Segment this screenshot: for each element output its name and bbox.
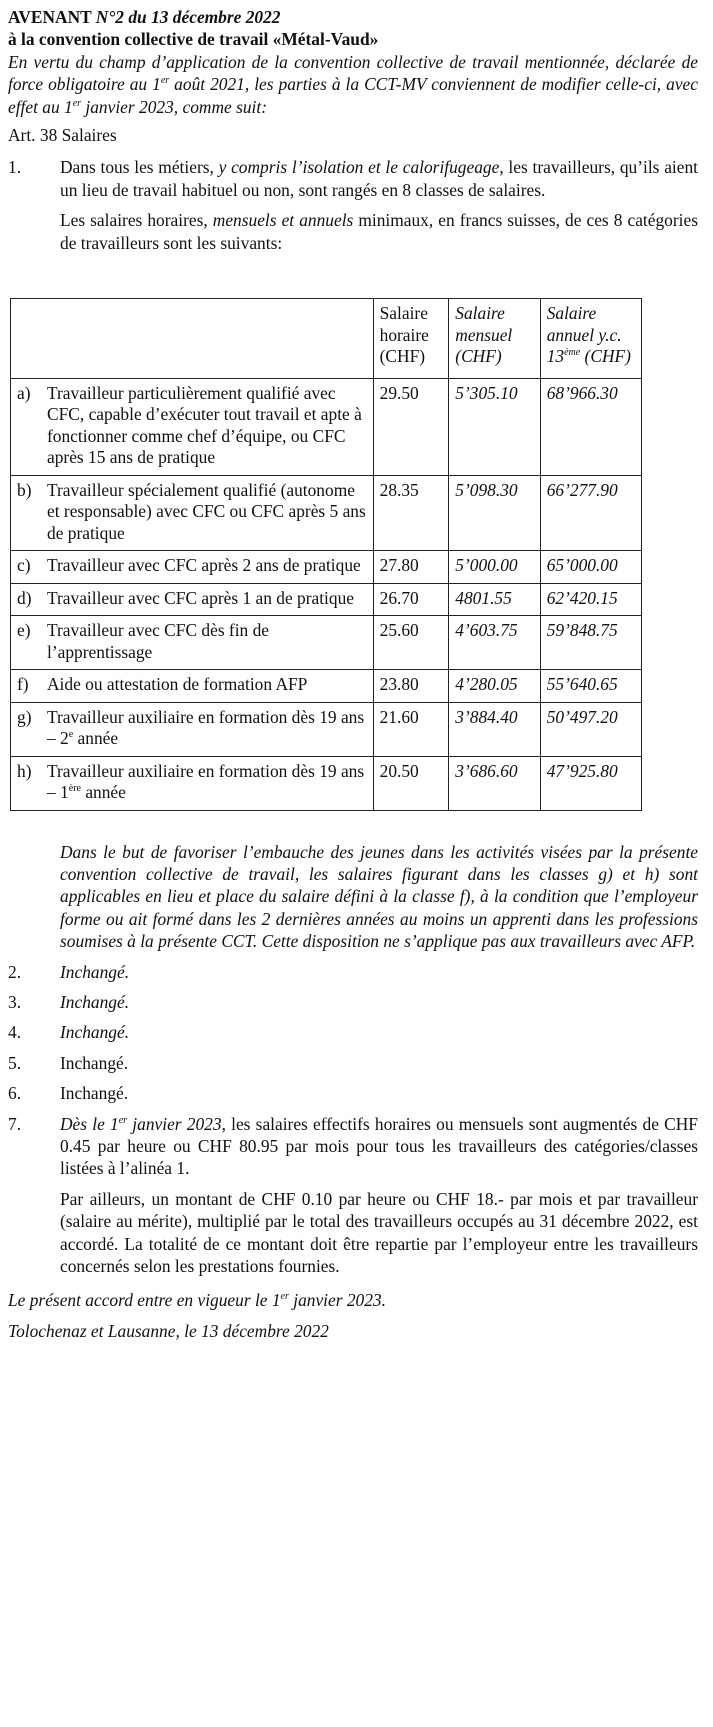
title-date: N°2 du 13 décembre 2022 (95, 7, 281, 27)
list-item-number: 3. (8, 992, 22, 1012)
table-body (11, 378, 642, 810)
list-item-number: 2. (8, 961, 22, 982)
hourly-wage: 26.70 (373, 583, 449, 616)
row-description (47, 555, 367, 577)
row-label-cell (11, 551, 374, 584)
monthly-wage: 4’280.05 (449, 670, 540, 703)
row-label: Travailleur auxiliaire en formation dès 19 ans – 1 (47, 760, 365, 803)
row-key: b) (17, 479, 32, 500)
closing-a: Le présent accord entre en vigueur le 1 (8, 1290, 281, 1311)
item-7-a2: janvier 2023 (127, 1113, 222, 1134)
row-label-cell (11, 616, 374, 670)
row-label: Travailleur particulièrement qualifié avec CFC, capable d’exécuter tout travail et apte à fonctionner comme chef d’équipe, ou CFC après 15 ans de pratique (47, 382, 362, 468)
row-label-cell (11, 475, 374, 551)
item-1-text-b: y compris l’isolation et le calorifugeage (218, 157, 500, 178)
item-7-paragraph-2: Par ailleurs, un montant de CHF 0.10 par heure ou CHF 18.- par mois et par travailleur (salaire au mérite), multiplié par le total des travailleurs occupés au 31 décembre 2022, est accordé. La totalité de ce montant doit être repartie par l’employeur entre les travailleurs concernés selon les prestations fournies. (60, 1188, 698, 1277)
row-description (47, 620, 367, 663)
hourly-wage: 20.50 (373, 756, 449, 810)
row-label: Travailleur avec CFC après 2 ans de pratique (47, 555, 361, 576)
monthly-wage: 5’305.10 (449, 378, 540, 475)
hourly-wage: 25.60 (373, 616, 449, 670)
row-key: g) (17, 706, 32, 727)
hourly-wage: 29.50 (373, 378, 449, 475)
row-key: h) (17, 760, 32, 781)
table-row (11, 551, 642, 584)
row-label: Travailleur auxiliaire en formation dès 19 ans – 2 (47, 706, 365, 749)
row-label-cell (11, 702, 374, 756)
hourly-wage: 27.80 (373, 551, 449, 584)
header-empty-cell (11, 299, 374, 379)
item-7-a: Dès le 1 (60, 1113, 119, 1134)
row-key: e) (17, 620, 31, 641)
monthly-wage: 3’686.60 (449, 756, 540, 810)
list-item (8, 1052, 698, 1074)
annual-wage: 66’277.90 (540, 475, 641, 551)
intro-sup-2: er (72, 97, 82, 109)
header-annual (540, 299, 641, 379)
row-label-cell (11, 583, 374, 616)
monthly-wage: 4801.55 (449, 583, 540, 616)
header-hourly: Salaire horaire (CHF) (373, 299, 449, 379)
items-list (8, 961, 698, 1105)
note-paragraph: Dans le but de favoriser l’embauche des jeunes dans les activités visées par la présente convention collective de travail, les salaires figurant dans les classes g) et h) sont applicables en lieu et place du salaire défini à la classe f), à la condition que l’employeur forme ou ait formé dans les 2 dernières années au moins un apprenti dans les professions soumises à la présente CCT. Cette disposition ne s’applique pas aux travailleurs avec AFP. (60, 841, 698, 952)
annual-wage: 65’000.00 (540, 551, 641, 584)
annual-wage: 55’640.65 (540, 670, 641, 703)
list-item-text: Inchangé. (60, 1083, 129, 1104)
table-row (11, 616, 642, 670)
row-label: Aide ou attestation de formation AFP (47, 674, 308, 695)
annual-wage: 62’420.15 (540, 583, 641, 616)
item-7-sup: er (118, 1114, 128, 1126)
row-key: a) (17, 382, 31, 403)
intro-text-3: janvier 2023, comme suit: (81, 96, 268, 117)
row-label-end: année (73, 728, 119, 749)
intro-paragraph (8, 51, 698, 118)
item-7 (8, 1113, 698, 1180)
header-annual-text: Salaire annuel y.c. 13 (546, 303, 622, 367)
closing-sup: er (280, 1291, 289, 1303)
annual-wage: 47’925.80 (540, 756, 641, 810)
row-label: Travailleur avec CFC dès fin de l’apprentissage (47, 620, 270, 662)
hourly-wage: 28.35 (373, 475, 449, 551)
row-description (47, 588, 367, 610)
intro-sup-1: er (160, 75, 170, 87)
list-item-text: Inchangé. (60, 992, 130, 1012)
row-description (47, 674, 367, 696)
closing-b: janvier 2023. (288, 1290, 386, 1311)
header-annual-unit: (CHF) (584, 346, 631, 367)
header-monthly: Salaire mensuel (CHF) (449, 299, 540, 379)
row-label-end: année (80, 782, 126, 803)
table-row (11, 378, 642, 475)
row-description (47, 480, 367, 545)
row-description (47, 707, 367, 750)
list-item-text: Inchangé. (60, 1022, 130, 1043)
monthly-wage: 3’884.40 (449, 702, 540, 756)
row-label-cell (11, 670, 374, 703)
list-item (8, 961, 698, 983)
row-label: Travailleur spécialement qualifié (autonome et responsable) avec CFC ou CFC après 5 ans de pratique (47, 479, 366, 543)
item-1 (8, 156, 698, 201)
list-item-text: Inchangé. (60, 961, 130, 982)
item-7-rest: , les salaires effectifs horaires ou mensuels sont augmentés de CHF 0.45 par heure ou CHF 80.95 par mois pour tous les travailleurs des catégories/classes listées à l’alinéa 1. (60, 1113, 698, 1179)
item-1-text-c: , les travailleurs, qu’ils aient un lieu de travail habituel ou non, sont rangés en 8 classes de salaires. (60, 157, 698, 200)
table-row (11, 702, 642, 756)
salary-table (10, 298, 642, 811)
item-1-paragraph-2 (60, 209, 698, 254)
row-label-sup: ère (68, 783, 81, 795)
hourly-wage: 21.60 (373, 702, 449, 756)
row-label: Travailleur avec CFC après 1 an de pratique (47, 587, 354, 608)
monthly-wage: 5’000.00 (449, 551, 540, 584)
item-1-p2-c: minimaux, en francs suisses, de ces 8 catégories de travailleurs sont les suivants: (60, 210, 698, 253)
monthly-wage: 5’098.30 (449, 475, 540, 551)
item-1-number: 1. (8, 157, 22, 178)
header-annual-sup: ème (564, 347, 581, 359)
item-7-number: 7. (8, 1113, 22, 1134)
item-1-text (60, 156, 698, 201)
hourly-wage: 23.80 (373, 670, 449, 703)
list-item (8, 1082, 698, 1104)
row-label-cell (11, 378, 374, 475)
row-key: f) (17, 674, 29, 695)
table-row (11, 583, 642, 616)
row-label-sup: e (68, 729, 74, 741)
list-item-number: 5. (8, 1052, 22, 1073)
document-page (8, 6, 698, 1342)
list-item (8, 991, 698, 1013)
row-key: c) (17, 555, 31, 576)
item-7-text (60, 1113, 698, 1180)
place-date: Tolochenaz et Lausanne, le 13 décembre 2022 (8, 1320, 329, 1341)
table-row (11, 475, 642, 551)
list-item-number: 6. (8, 1083, 22, 1104)
row-description (47, 761, 367, 804)
list-item (8, 1021, 698, 1043)
intro-text-1: En vertu du champ d’application de la convention collective de travail mentionnée, déclarée de force obligatoire au 1 (8, 51, 698, 95)
item-1-p2-b: mensuels et annuels (212, 210, 354, 231)
row-description (47, 383, 367, 469)
title-text: AVENANT (8, 7, 96, 27)
annual-wage: 59’848.75 (540, 616, 641, 670)
annual-wage: 68’966.30 (540, 378, 641, 475)
table-row (11, 670, 642, 703)
annual-wage: 50’497.20 (540, 702, 641, 756)
closing-statement (8, 1289, 698, 1311)
row-label-cell (11, 756, 374, 810)
item-1-p2-a: Les salaires horaires, (60, 210, 213, 231)
table-header-row (11, 299, 642, 379)
document-subtitle: à la convention collective de travail «Métal-Vaud» (8, 29, 379, 50)
row-key: d) (17, 587, 32, 608)
item-1-text-a: Dans tous les métiers, (60, 157, 219, 178)
document-title (8, 6, 698, 28)
monthly-wage: 4’603.75 (449, 616, 540, 670)
list-item-number: 4. (8, 1022, 22, 1043)
list-item-text: Inchangé. (60, 1052, 129, 1073)
table-row (11, 756, 642, 810)
intro-text-2: août 2021, les parties à la CCT-MV conviennent de modifier celle-ci, avec effet au 1 (8, 74, 698, 117)
article-heading: Art. 38 Salaires (8, 125, 117, 146)
